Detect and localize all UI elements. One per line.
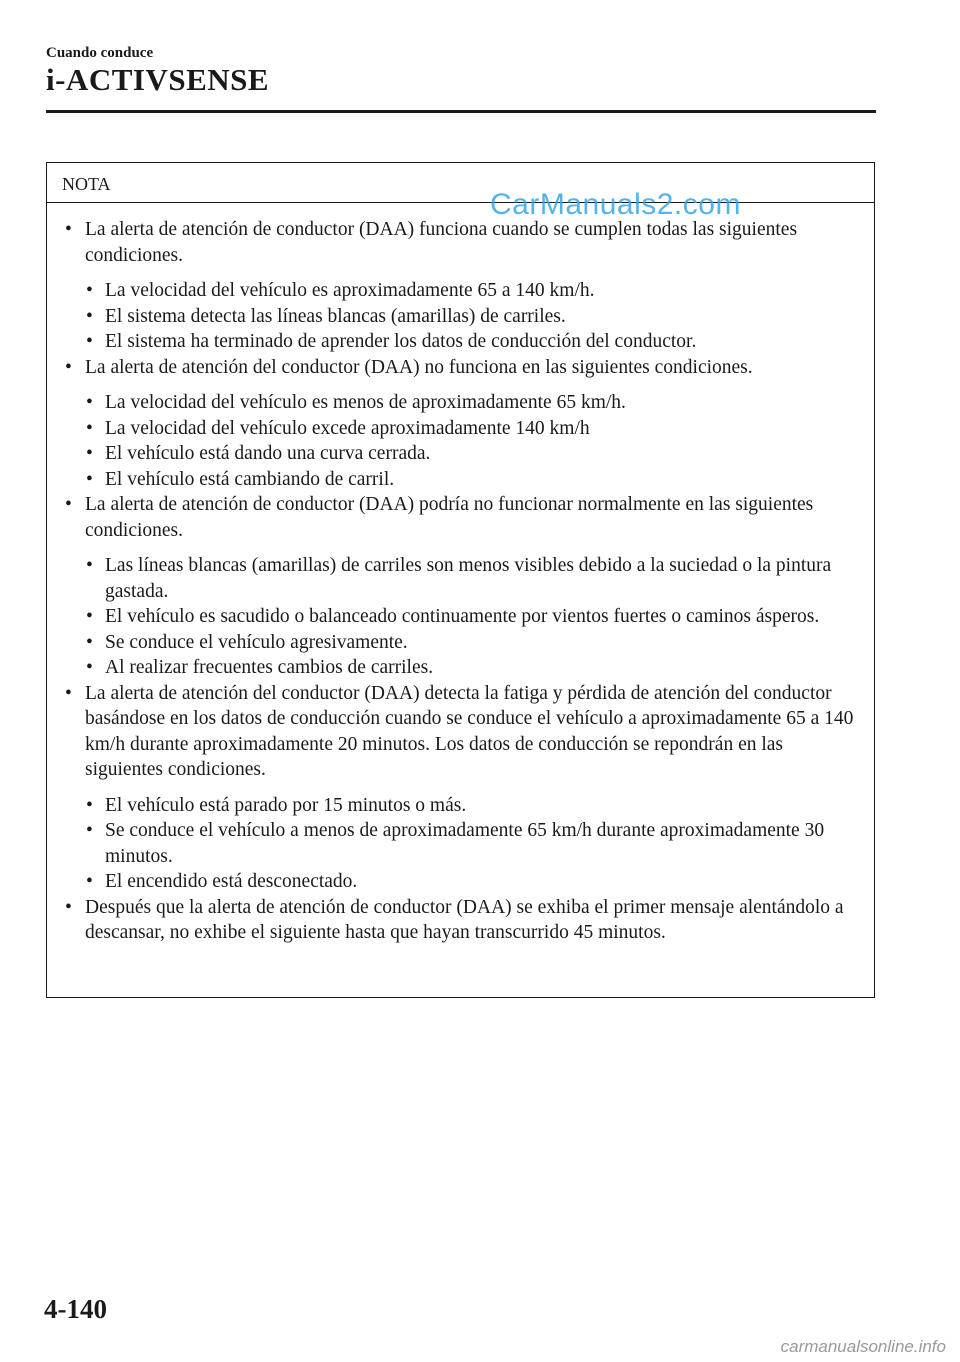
page-title: i-ACTIVSENSE	[46, 62, 270, 97]
note-body	[47, 203, 874, 946]
note-item	[47, 681, 862, 783]
page-number: 4-140	[44, 1294, 107, 1324]
note-subitem	[47, 390, 862, 416]
bullet-icon: •	[86, 468, 93, 490]
note-sublist	[47, 793, 874, 895]
note-subitem-text: El vehículo está cambiando de carril.	[105, 468, 395, 490]
note-subitem	[47, 553, 862, 604]
note-subitem	[47, 304, 862, 330]
note-subitem-text: Al realizar frecuentes cambios de carriles.	[105, 657, 434, 678]
bullet-icon: •	[65, 494, 72, 515]
note-subitem-text: El vehículo está dando una curva cerrada.	[105, 443, 431, 464]
note-item-text: Después que la alerta de atención de conductor (DAA) se exhiba el primer mensaje alentándolo a descansar, no exhibe el siguiente hasta que hayan transcurrido 45 minutos.	[85, 896, 844, 943]
bullet-icon: •	[86, 392, 93, 413]
note-subitem	[47, 467, 862, 493]
bullet-icon: •	[86, 794, 93, 816]
bullet-icon: •	[65, 219, 72, 240]
note-subitem	[47, 655, 862, 681]
note-item	[47, 355, 862, 381]
note-item	[47, 895, 862, 946]
footer-site-mark: carmanualsonline.info	[780, 1337, 946, 1356]
bullet-icon: •	[65, 356, 72, 378]
note-subitem-text: Las líneas blancas (amarillas) de carriles son menos visibles debido a la suciedad o la pintura gastada.	[105, 555, 832, 602]
note-subitem	[47, 441, 862, 467]
bullet-icon: •	[86, 331, 93, 352]
note-item-text: La alerta de atención del conductor (DAA) detecta la fatiga y pérdida de atención del conductor basándose en los datos de conducción cuando se conduce el vehículo a aproximadamente 65 a 140 km/h durante aproximadamente 20 minutos. Los datos de conducción se repondrán en las siguientes condiciones.	[85, 682, 854, 780]
note-sublist	[47, 390, 874, 492]
bullet-icon: •	[86, 280, 93, 301]
note-subitem	[47, 604, 862, 630]
note-box	[46, 162, 875, 998]
note-item	[47, 217, 862, 268]
note-subitem	[47, 329, 862, 355]
section-label: Cuando conduce	[46, 45, 154, 61]
note-sublist	[47, 553, 874, 681]
note-subitem	[47, 793, 862, 819]
note-subitem	[47, 818, 862, 869]
note-heading: NOTA	[47, 163, 874, 203]
bullet-icon: •	[86, 820, 93, 841]
header-rule	[46, 110, 876, 113]
watermark-text: CarManuals2.com	[490, 188, 741, 221]
bullet-icon: •	[86, 305, 93, 327]
note-subitem-text: Se conduce el vehículo a menos de aproximadamente 65 km/h durante aproximadamente 30 minutos.	[105, 820, 825, 867]
note-item-text: La alerta de atención de conductor (DAA) funciona cuando se cumplen todas las siguientes condiciones.	[85, 219, 798, 266]
bullet-icon: •	[86, 657, 93, 678]
note-subitem-text: La velocidad del vehículo es aproximadamente 65 a 140 km/h.	[105, 280, 595, 301]
bullet-icon: •	[65, 682, 72, 704]
note-subitem-text: La velocidad del vehículo es menos de aproximadamente 65 km/h.	[105, 392, 626, 413]
note-item-text: La alerta de atención del conductor (DAA) no funciona en las siguientes condiciones.	[85, 356, 753, 378]
note-subitem-text: El sistema detecta las líneas blancas (amarillas) de carriles.	[105, 305, 566, 327]
note-subitem	[47, 630, 862, 656]
bullet-icon: •	[86, 871, 93, 892]
note-sublist	[47, 278, 874, 355]
note-subitem-text: El encendido está desconectado.	[105, 871, 358, 892]
bullet-icon: •	[86, 631, 93, 653]
note-item-text: La alerta de atención de conductor (DAA) podría no funcionar normalmente en las siguientes condiciones.	[85, 494, 814, 541]
bullet-icon: •	[65, 896, 72, 918]
note-subitem	[47, 869, 862, 895]
bullet-icon: •	[86, 417, 93, 439]
note-subitem-text: La velocidad del vehículo excede aproximadamente 140 km/h	[105, 417, 590, 439]
note-item	[47, 492, 862, 543]
note-subitem	[47, 278, 862, 304]
note-subitem-text: El vehículo es sacudido o balanceado continuamente por vientos fuertes o caminos ásperos.	[105, 606, 820, 627]
bullet-icon: •	[86, 606, 93, 627]
page-header	[46, 44, 876, 98]
bullet-icon: •	[86, 555, 93, 576]
note-subitem-text: Se conduce el vehículo agresivamente.	[105, 631, 408, 653]
bullet-icon: •	[86, 443, 93, 464]
note-subitem-text: El vehículo está parado por 15 minutos o más.	[105, 794, 467, 816]
note-subitem	[47, 416, 862, 442]
note-subitem-text: El sistema ha terminado de aprender los datos de conducción del conductor.	[105, 331, 697, 352]
